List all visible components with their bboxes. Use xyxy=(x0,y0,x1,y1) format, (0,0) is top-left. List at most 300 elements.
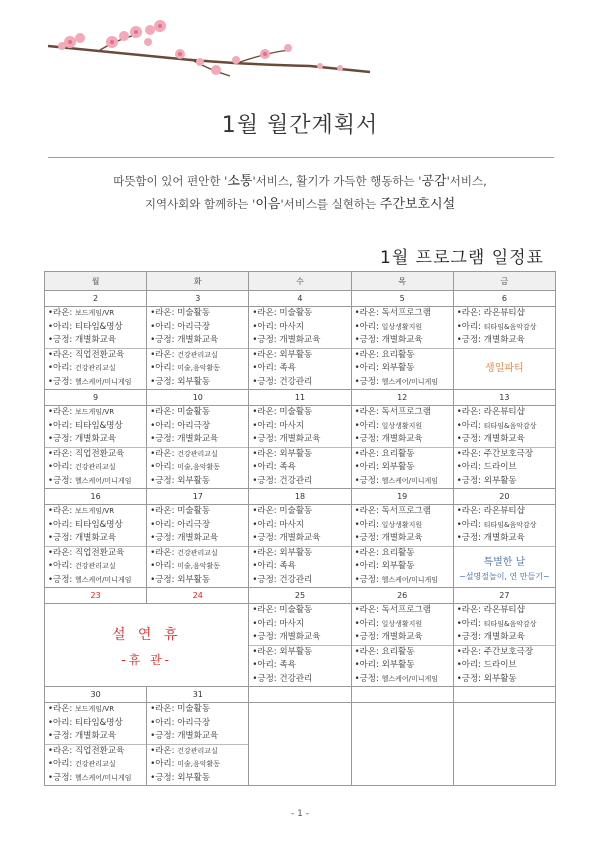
date-number: 9 xyxy=(45,390,147,406)
program-block xyxy=(147,349,248,390)
program-line xyxy=(352,631,453,645)
program-name: 주간보호극장 xyxy=(483,448,534,459)
program-name: 족욕 xyxy=(279,462,296,472)
group-label: •아리: xyxy=(150,561,178,571)
program-line xyxy=(454,631,555,645)
program-block xyxy=(352,505,453,547)
program-block xyxy=(352,406,453,448)
program-name: 개별화교육 xyxy=(279,434,321,444)
program-line xyxy=(147,362,248,376)
group-label: •아리: xyxy=(150,321,178,332)
group-label: •아리: xyxy=(252,420,280,431)
program-name: 미술활동 xyxy=(279,506,313,516)
program-name: 외부활동 xyxy=(177,475,211,486)
program-block xyxy=(352,604,453,646)
group-label: •긍정: xyxy=(48,574,76,585)
cherry-blossom-banner xyxy=(40,12,380,82)
group-label: •라온: xyxy=(252,407,280,417)
program-line xyxy=(352,376,453,390)
program-name: 티타임&음악감상 xyxy=(483,322,537,331)
weekday-header: 금 xyxy=(453,272,555,291)
program-line xyxy=(352,604,453,618)
weekday-header: 수 xyxy=(249,272,351,291)
program-line xyxy=(454,420,555,434)
program-name: 개별화교육 xyxy=(483,533,525,543)
program-name: 미술,음악활동 xyxy=(177,760,221,768)
day-cell xyxy=(453,406,555,489)
program-name: 요리활동 xyxy=(381,547,415,558)
group-label: •긍정: xyxy=(150,731,178,741)
day-cell xyxy=(249,703,351,786)
program-name: 마사지 xyxy=(279,519,305,530)
weekday-header: 월 xyxy=(45,272,147,291)
program-name: 개별화교육 xyxy=(177,731,219,741)
program-name: 개별화교육 xyxy=(381,434,423,444)
group-label: •라온: xyxy=(48,448,76,459)
program-block xyxy=(352,547,453,588)
group-label: •긍정: xyxy=(48,475,76,486)
program-name: 드라이브 xyxy=(483,660,517,670)
program-name: 개별화교육 xyxy=(177,335,219,345)
program-name: 직업전환교육 xyxy=(75,349,125,360)
program-block xyxy=(147,406,248,448)
program-line xyxy=(249,406,350,420)
program-name: 미술,음악활동 xyxy=(177,463,221,471)
program-name: 건강관리교실 xyxy=(75,364,116,372)
program-line xyxy=(249,433,350,447)
program-line xyxy=(454,604,555,618)
program-line xyxy=(249,618,350,632)
program-name: 미술활동 xyxy=(177,704,211,714)
group-label: •라온: xyxy=(252,605,280,615)
program-line xyxy=(147,758,248,772)
program-name: 티타임&음악감상 xyxy=(483,619,537,628)
program-name: 일상생활지원 xyxy=(381,322,423,331)
day-cell xyxy=(147,703,249,786)
group-label: •아리: xyxy=(48,759,76,769)
mission-line-2 xyxy=(0,193,600,212)
date-number: 17 xyxy=(147,489,249,505)
group-label: •라온: xyxy=(48,308,76,318)
program-block xyxy=(45,703,146,745)
program-name: 주간보호극장 xyxy=(483,646,534,657)
program-name: 헬스케어/미니게임 xyxy=(381,575,439,584)
group-label: •라온: xyxy=(150,704,178,714)
group-label: •라온: xyxy=(456,605,484,615)
group-label: •긍정: xyxy=(252,533,280,543)
program-line xyxy=(45,376,146,390)
date-number: 26 xyxy=(351,588,453,604)
program-line xyxy=(249,448,350,462)
program-line xyxy=(249,532,350,546)
mission-text: '서비스, 활기가 가득한 행동하는 ' xyxy=(252,174,422,188)
program-block xyxy=(249,349,350,390)
group-label: •라온: xyxy=(48,407,76,417)
day-cell xyxy=(249,505,351,588)
date-number: 19 xyxy=(351,489,453,505)
closed-label: -휴 관- xyxy=(121,653,173,667)
program-name: 요리활동 xyxy=(381,349,415,360)
group-label: •라온: xyxy=(456,448,484,459)
program-name: 미술활동 xyxy=(177,308,211,318)
program-name: 외부활동 xyxy=(279,448,313,459)
program-name: 건강관리 xyxy=(279,574,313,585)
program-name: 헬스케어/미니게임 xyxy=(75,575,132,584)
program-line xyxy=(45,334,146,348)
program-block xyxy=(45,349,146,390)
program-name: 개별화교육 xyxy=(483,335,525,345)
program-name: 미술,음악활동 xyxy=(177,562,221,570)
program-name: 외부활동 xyxy=(279,547,313,558)
program-line xyxy=(45,448,146,462)
program-line xyxy=(45,758,146,772)
program-line xyxy=(454,321,555,335)
group-label: •아리: xyxy=(48,321,76,332)
program-line xyxy=(45,362,146,376)
group-label: •아리: xyxy=(252,363,280,373)
program-block xyxy=(352,349,453,390)
program-name: 건강관리교실 xyxy=(177,548,218,557)
program-block xyxy=(147,703,248,745)
date-number: 3 xyxy=(147,291,249,307)
program-block xyxy=(147,547,248,588)
program-line xyxy=(249,659,350,673)
program-line xyxy=(352,646,453,660)
group-label: •라온: xyxy=(48,349,76,360)
program-line xyxy=(352,618,453,632)
mission-keyword: 이음 xyxy=(255,197,281,212)
group-label: •아리: xyxy=(150,363,178,373)
program-line xyxy=(45,406,146,420)
program-line xyxy=(147,307,248,321)
group-label: •라온: xyxy=(150,308,178,318)
program-line xyxy=(147,433,248,447)
program-block xyxy=(454,307,555,349)
weekday-header: 목 xyxy=(351,272,453,291)
group-label: •긍정: xyxy=(354,533,382,543)
program-name: 개별화교육 xyxy=(381,632,423,642)
mission-text: '서비스를 실현하는 xyxy=(280,197,380,211)
group-label: •아리: xyxy=(48,420,76,431)
group-label: •아리: xyxy=(456,321,484,332)
program-line xyxy=(147,321,248,335)
group-label: •아리: xyxy=(48,519,76,530)
page-number: - 1 - xyxy=(291,809,309,819)
program-line xyxy=(352,448,453,462)
day-cell xyxy=(351,505,453,588)
day-cell xyxy=(453,307,555,390)
program-name: 라온뷰티샵 xyxy=(483,506,525,516)
program-line xyxy=(249,547,350,561)
special-day-note: ~설명절놀이, 연 만들기~ xyxy=(459,571,550,581)
program-name: 건강관리 xyxy=(279,475,313,486)
program-line xyxy=(352,547,453,561)
program-name: 아리극장 xyxy=(177,519,211,530)
group-label: •아리: xyxy=(150,462,178,472)
day-cell xyxy=(45,406,147,489)
program-block xyxy=(147,745,248,786)
program-name: 미술활동 xyxy=(177,407,211,417)
program-block xyxy=(45,505,146,547)
group-label: •라온: xyxy=(48,704,76,714)
program-name: 독서프로그램 xyxy=(381,407,431,417)
program-line xyxy=(454,461,555,475)
program-block xyxy=(352,646,453,687)
program-schedule-table xyxy=(44,271,556,786)
program-name: 독서프로그램 xyxy=(381,308,431,318)
program-name: 건강관리교실 xyxy=(75,760,116,768)
group-label: •긍정: xyxy=(252,434,280,444)
program-name: 아리극장 xyxy=(177,420,211,431)
group-label: •긍정: xyxy=(48,376,76,387)
group-label: •긍정: xyxy=(48,434,76,444)
group-label: •긍정: xyxy=(252,673,280,684)
program-name: 미술활동 xyxy=(177,506,211,516)
day-cell xyxy=(249,307,351,390)
program-block xyxy=(454,604,555,646)
program-line xyxy=(45,703,146,717)
group-label: •아리: xyxy=(252,321,280,332)
program-line xyxy=(454,448,555,462)
program-line xyxy=(147,745,248,759)
mission-text: 지역사회와 함께하는 ' xyxy=(144,197,256,211)
group-label: •라온: xyxy=(354,308,382,318)
date-number xyxy=(249,687,351,703)
program-line xyxy=(352,307,453,321)
day-cell xyxy=(453,703,555,786)
program-name: 직업전환교육 xyxy=(75,448,125,459)
program-line xyxy=(352,519,453,533)
group-label: •라온: xyxy=(456,308,484,318)
group-label: •아리: xyxy=(354,321,382,332)
program-line xyxy=(147,574,248,588)
birthday-party-event: 생일파티 xyxy=(485,362,524,374)
program-line xyxy=(352,433,453,447)
group-label: •라온: xyxy=(354,547,382,558)
program-name: 미술,음악활동 xyxy=(177,364,221,372)
schedule-title: 1월 프로그램 일정표 xyxy=(380,248,544,268)
program-name: 마사지 xyxy=(279,321,305,332)
date-number: 2 xyxy=(45,291,147,307)
program-name: 개별화교육 xyxy=(75,731,117,741)
program-line xyxy=(45,461,146,475)
program-block xyxy=(45,406,146,448)
group-label: •긍정: xyxy=(354,376,382,387)
program-line xyxy=(45,307,146,321)
program-line xyxy=(147,505,248,519)
date-number: 5 xyxy=(351,291,453,307)
program-name: 개별화교육 xyxy=(279,335,321,345)
program-name: 독서프로그램 xyxy=(381,605,431,615)
program-line xyxy=(249,376,350,390)
program-name: 헬스케어/미니게임 xyxy=(381,476,439,485)
group-label: •아리: xyxy=(354,561,382,571)
program-name: 건강관리 xyxy=(279,376,313,387)
group-label: •긍정: xyxy=(48,533,76,543)
program-line xyxy=(45,505,146,519)
group-label: •라온: xyxy=(252,349,280,360)
group-label: •긍정: xyxy=(354,673,382,684)
mission-keyword: 공감 xyxy=(421,174,447,189)
group-label: •아리: xyxy=(456,660,484,670)
program-name: 보드게임/VR xyxy=(75,408,115,416)
program-block xyxy=(352,448,453,489)
program-name: 미술활동 xyxy=(279,407,313,417)
group-label: •긍정: xyxy=(354,632,382,642)
date-number: 24 xyxy=(147,588,249,604)
program-line xyxy=(45,532,146,546)
weekday-header: 화 xyxy=(147,272,249,291)
program-line xyxy=(45,519,146,533)
program-name: 헬스케어/미니게임 xyxy=(381,377,439,386)
group-label: •라온: xyxy=(150,448,178,459)
date-number: 10 xyxy=(147,390,249,406)
group-label: •긍정: xyxy=(354,335,382,345)
program-line xyxy=(352,505,453,519)
program-name: 일상생활지원 xyxy=(381,619,423,628)
group-label: •라온: xyxy=(354,448,382,459)
group-label: •긍정: xyxy=(150,434,178,444)
program-name: 라온뷰티샵 xyxy=(483,308,525,318)
program-name: 개별화교육 xyxy=(279,533,321,543)
group-label: •긍정: xyxy=(252,376,280,387)
date-number: 20 xyxy=(453,489,555,505)
program-name: 마사지 xyxy=(279,618,305,629)
group-label: •긍정: xyxy=(150,475,178,486)
program-name: 헬스케어/미니게임 xyxy=(381,674,439,683)
program-line xyxy=(352,334,453,348)
special-day-event xyxy=(454,547,555,582)
program-block xyxy=(352,307,453,349)
program-block xyxy=(249,604,350,646)
program-line xyxy=(352,475,453,489)
group-label: •라온: xyxy=(354,605,382,615)
group-label: •긍정: xyxy=(48,731,76,741)
program-line xyxy=(45,349,146,363)
program-line xyxy=(454,406,555,420)
date-number xyxy=(351,687,453,703)
group-label: •아리: xyxy=(150,759,178,769)
group-label: •긍정: xyxy=(150,574,178,585)
program-name: 티타임&음악감상 xyxy=(483,520,537,529)
program-line xyxy=(147,703,248,717)
program-line xyxy=(147,349,248,363)
program-block xyxy=(249,406,350,448)
program-block xyxy=(147,307,248,349)
mission-line-1 xyxy=(0,170,600,189)
program-line xyxy=(454,673,555,687)
group-label: •긍정: xyxy=(150,376,178,387)
day-cell xyxy=(351,703,453,786)
program-name: 개별화교육 xyxy=(483,632,525,642)
date-number: 27 xyxy=(453,588,555,604)
group-label: •라온: xyxy=(48,745,76,756)
program-name: 라온뷰티샵 xyxy=(483,605,525,615)
day-cell xyxy=(147,406,249,489)
program-line xyxy=(249,475,350,489)
program-block xyxy=(147,448,248,489)
program-block xyxy=(147,505,248,547)
program-line xyxy=(45,420,146,434)
program-line xyxy=(147,475,248,489)
program-line xyxy=(147,717,248,731)
program-name: 외부활동 xyxy=(279,349,313,360)
program-line xyxy=(45,730,146,744)
program-line xyxy=(454,532,555,546)
title-divider xyxy=(48,157,554,158)
program-line xyxy=(352,349,453,363)
program-name: 족욕 xyxy=(279,660,296,670)
day-cell xyxy=(453,604,555,687)
program-line xyxy=(45,433,146,447)
program-line xyxy=(454,334,555,348)
program-line xyxy=(352,560,453,574)
program-line xyxy=(249,604,350,618)
program-name: 직업전환교육 xyxy=(75,745,125,756)
group-label: •라온: xyxy=(252,547,280,558)
program-block xyxy=(454,406,555,448)
group-label: •아리: xyxy=(252,660,280,670)
program-block xyxy=(454,448,555,489)
day-cell xyxy=(45,307,147,390)
group-label: •긍정: xyxy=(456,533,484,543)
program-line xyxy=(454,307,555,321)
program-line xyxy=(45,547,146,561)
program-block xyxy=(249,307,350,349)
program-line xyxy=(147,448,248,462)
program-line xyxy=(249,519,350,533)
program-line xyxy=(249,574,350,588)
day-cell xyxy=(351,307,453,390)
program-line xyxy=(249,673,350,687)
group-label: •아리: xyxy=(354,519,382,530)
date-number: 30 xyxy=(45,687,147,703)
group-label: •아리: xyxy=(150,420,178,431)
program-line xyxy=(45,745,146,759)
program-name: 개별화교육 xyxy=(279,632,321,642)
program-line xyxy=(352,532,453,546)
program-block xyxy=(45,448,146,489)
group-label: •아리: xyxy=(456,519,484,530)
group-label: •아리: xyxy=(150,717,178,728)
day-cell xyxy=(249,604,351,687)
program-name: 요리활동 xyxy=(381,448,415,459)
group-label: •긍정: xyxy=(252,475,280,486)
program-name: 아리극장 xyxy=(177,321,211,332)
program-name: 건강관리교실 xyxy=(177,350,218,359)
program-name: 외부활동 xyxy=(177,376,211,387)
program-block xyxy=(249,646,350,687)
program-name: 건강관리교실 xyxy=(75,562,116,570)
group-label: •라온: xyxy=(252,506,280,516)
program-name: 외부활동 xyxy=(177,574,211,585)
day-cell xyxy=(351,406,453,489)
group-label: •라온: xyxy=(150,349,178,360)
program-name: 건강관리교실 xyxy=(177,449,218,458)
program-name: 라온뷰티샵 xyxy=(483,407,525,417)
program-line xyxy=(45,475,146,489)
mission-text: 따뜻함이 있어 편안한 ' xyxy=(113,174,228,188)
group-label: •라온: xyxy=(354,349,382,360)
date-number xyxy=(453,687,555,703)
program-line xyxy=(147,406,248,420)
program-line xyxy=(147,376,248,390)
group-label: •아리: xyxy=(456,618,484,629)
holiday-cell xyxy=(45,604,249,687)
program-line xyxy=(147,560,248,574)
date-number: 16 xyxy=(45,489,147,505)
program-name: 족욕 xyxy=(279,363,296,373)
